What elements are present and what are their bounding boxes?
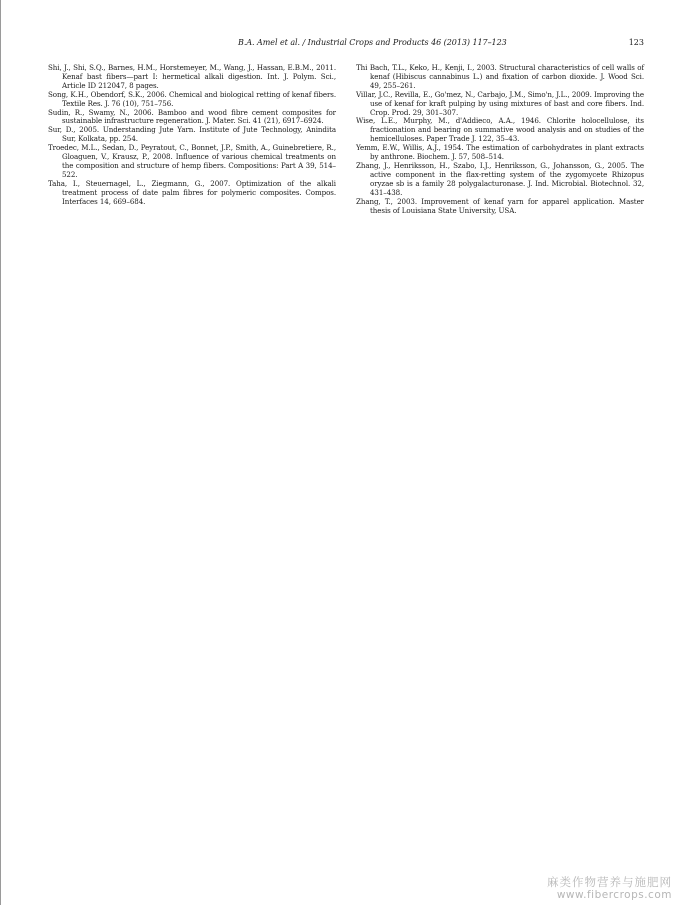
reference-entry: Yemm, E.W., Willis, A.J., 1954. The estimation of carbohydrates in plant extracts by anthrone. Biochem. J. 57, 508–514. bbox=[356, 143, 644, 162]
watermark bbox=[547, 875, 672, 901]
reference-entry: Villar, J.C., Revilla, E., Go'mez, N., Carbajo, J.M., Simo'n, J.L., 2009. Improving the use of kenaf for kraft pulping by using mixtures of bast and core fibers. Ind. Crop. Prod. 29, 301–307. bbox=[356, 89, 644, 117]
references-left-column bbox=[48, 64, 336, 207]
reference-entry: Thi Bach, T.L., Keko, H., Kenji, I., 2003. Structural characteristics of cell walls of kenaf (Hibiscus cannabinus L.) and fixation of carbon dioxide. J. Wood Sci. 49, 255–261. bbox=[356, 63, 644, 90]
page-number: 123 bbox=[628, 38, 644, 47]
reference-entry: Shi, J., Shi, S.Q., Barnes, H.M., Horstemeyer, M., Wang, J., Hassan, E.B.M., 2011. Kenaf bast fibers—part I: hermetical alkali digestion. Int. J. Polym. Sci., Article ID 212047, 8 pages. bbox=[48, 63, 336, 90]
reference-entry: Wise, L.E., Murphy, M., d'Addieco, A.A., 1946. Chlorite holocellulose, its fractionation and bearing on summative wood analysis and on studies of the hemicelluloses. Paper Trade J. 122, 35–43. bbox=[356, 116, 644, 144]
page-left-border bbox=[0, 0, 1, 905]
reference-entry: Taha, I., Steuernagel, L., Ziegmann, G., 2007. Optimization of the alkali treatment process of date palm fibres for polymeric composites. Compos. Interfaces 14, 669–684. bbox=[48, 178, 336, 206]
reference-entry: Troedec, M.L., Sedan, D., Peyratout, C., Bonnet, J.P., Smith, A., Guinebretiere, R., Gloaguen, V., Krausz, P., 2008. Influence of various chemical treatments on the composition and structure of hemp fibers. Compositions: Part A 39, 514–522. bbox=[48, 143, 336, 179]
reference-entry: Zhang, T., 2003. Improvement of kenaf yarn for apparel application. Master thesis of Louisiana State University, USA. bbox=[356, 196, 644, 215]
reference-entry: Sudin, R., Swamy, N., 2006. Bamboo and wood fibre cement composites for sustainable infrastructure regeneration. J. Mater. Sci. 41 (21), 6917–6924. bbox=[48, 107, 336, 126]
reference-entry: Zhang, J., Henriksson, H., Szabo, I.J., Henriksson, G., Johansson, G., 2005. The active component in the flax-retting system of the zygomycete Rhizopus oryzae sb is a family 28 polygalacturonase. J. Ind. Microbial. Biotechnol. 32, 431–438. bbox=[356, 160, 644, 197]
running-head: B.A. Amel et al. / Industrial Crops and Products 46 (2013) 117–123 bbox=[238, 38, 507, 47]
reference-entry: Song, K.H., Obendorf, S.K., 2006. Chemical and biological retting of kenaf fibers. Textile Res. J. 76 (10), 751–756. bbox=[48, 89, 336, 108]
watermark-site-name: 麻类作物营养与施肥网 bbox=[547, 875, 672, 889]
reference-entry: Sur, D., 2005. Understanding Jute Yarn. Institute of Jute Technology, Anindita Sur, Kolkata, pp. 254. bbox=[48, 125, 336, 144]
watermark-url: www.fibercrops.com bbox=[556, 889, 672, 901]
references-right-column bbox=[356, 64, 644, 215]
page-header bbox=[48, 38, 644, 52]
